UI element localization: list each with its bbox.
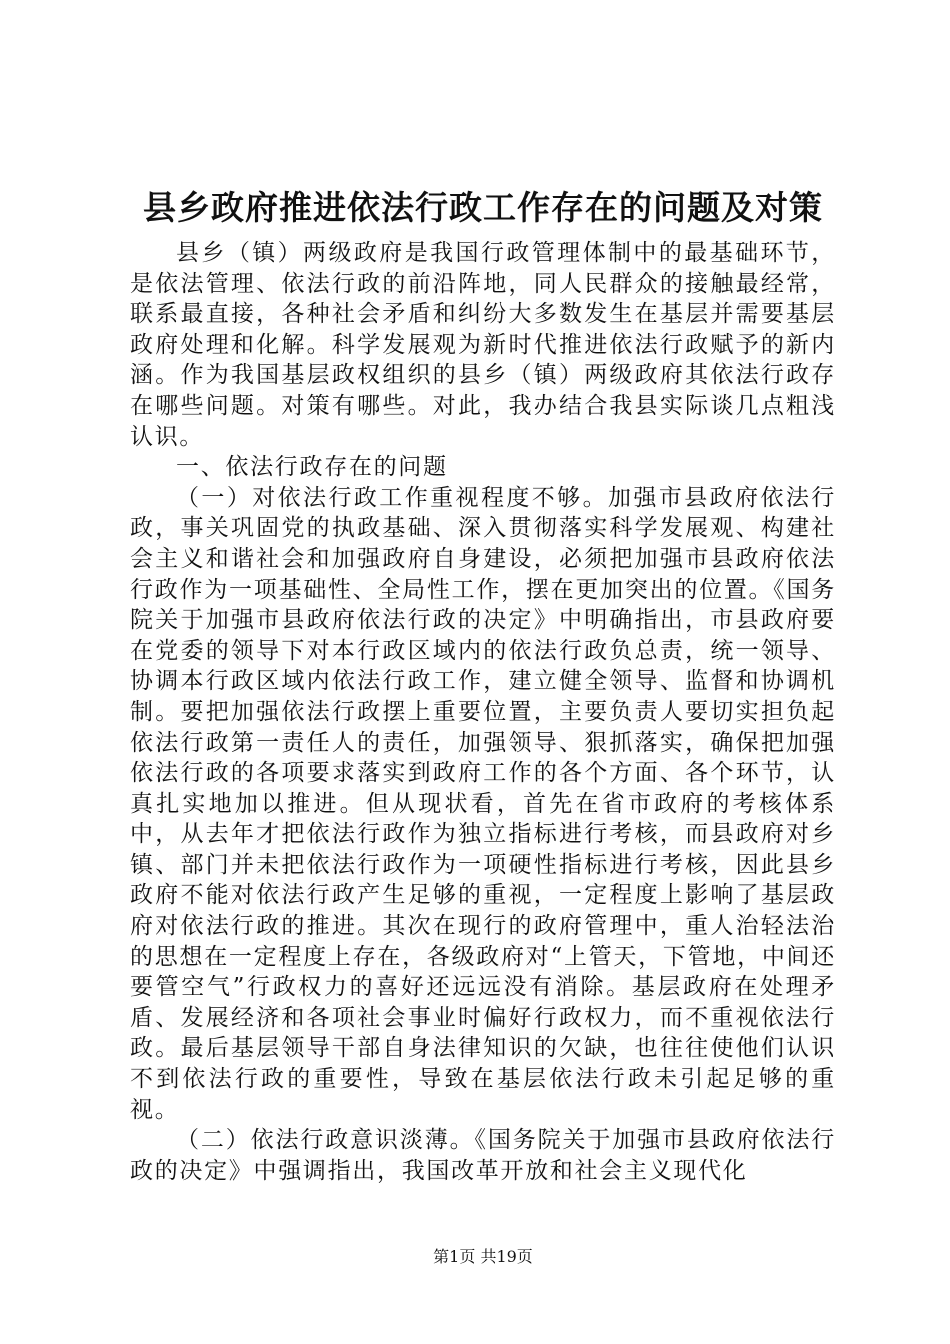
section-heading: 一、依法行政存在的问题 — [176, 454, 448, 481]
page-footer: 第1页 共19页 — [433, 1247, 533, 1266]
paragraph-issue-2: （二）依法行政意识淡薄。《国务院关于加强市县政府依法行政的决定》中强调指出，我国改革开放和社会主义现代化 — [130, 1127, 836, 1184]
document-title: 县乡政府推进依法行政工作存在的问题及对策 — [143, 188, 823, 227]
paragraph-intro: 县乡（镇）两级政府是我国行政管理体制中的最基础环节，是依法管理、依法行政的前沿阵地，同人民群众的接触最经常，联系最直接，各种社会矛盾和纠纷大多数发生在基层并需要基层政府处理和化解。科学发展观为新时代推进依法行政赋予的新内涵。作为我国基层政权组织的县乡（镇）两级政府其依法行政存在哪些问题。对策有哪些。对此，我办结合我县实际谈几点粗浅认识。 — [130, 240, 836, 450]
paragraph-issue-1: （一）对依法行政工作重视程度不够。加强市县政府依法行政，事关巩固党的执政基础、深入贯彻落实科学发展观、构建社会主义和谐社会和加强政府自身建设，必须把加强市县政府依法行政作为一项基础性、全局性工作，摆在更加突出的位置。《国务院关于加强市县政府依法行政的决定》中明确指出，市县政府要在党委的领导下对本行政区域内的依法行政负总责，统一领导、协调本行政区域内依法行政工作，建立健全领导、监督和协调机制。要把加强依法行政摆上重要位置，主要负责人要切实担负起依法行政第一责任人的责任，加强领导、狠抓落实，确保把加强依法行政的各项要求落实到政府工作的各个方面、各个环节，认真扎实地加以推进。但从现状看，首先在省市政府的考核体系中，从去年才把依法行政作为独立指标进行考核，而县政府对乡镇、部门并未把依法行政作为一项硬性指标进行考核，因此县乡政府不能对依法行政产生足够的重视，一定程度上影响了基层政府对依法行政的推进。其次在现行的政府管理中，重人治轻法治的思想在一定程度上存在，各级政府对“上管天，下管地，中间还要管空气”行政权力的喜好还远远没有消除。基层政府在处理矛盾、发展经济和各项社会事业时偏好行政权力，而不重视依法行政。最后基层领导干部自身法律知识的欠缺，也往往使他们认识不到依法行政的重要性，导致在基层依法行政未引起足够的重视。 — [130, 484, 836, 1123]
document-body — [130, 238, 836, 1186]
document-page — [130, 0, 836, 1344]
